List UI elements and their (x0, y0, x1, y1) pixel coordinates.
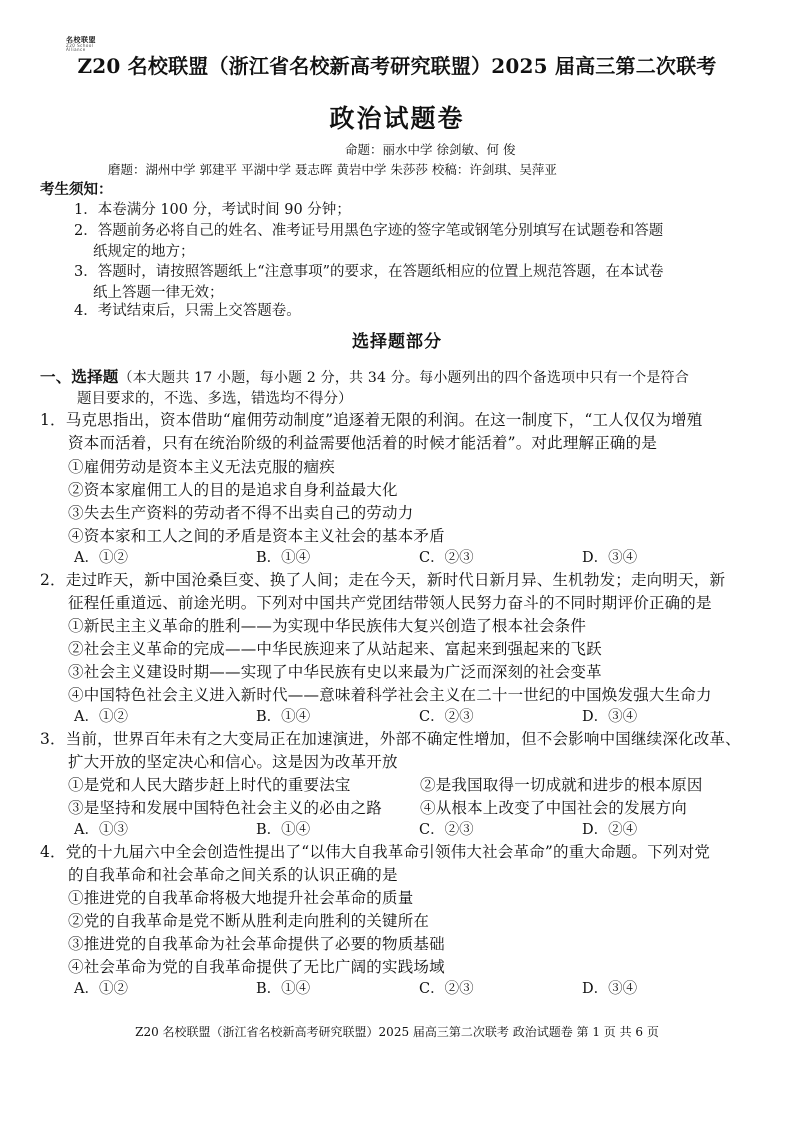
part-one-text: （本大题共 17 小题，每小题 2 分，共 34 分。每小题列出的四个备选项中只有一个是符合 (118, 370, 689, 386)
question-4-option-d[interactable]: D．③④ (582, 981, 638, 997)
question-1-statement: ④资本家和工人之间的矛盾是资本主义社会的基本矛盾 (68, 527, 445, 545)
instruction-item: 2．答题前务必将自己的姓名、准考证号用黑色字迹的签字笔或钢笔分别填写在试题卷和答题 (74, 223, 664, 239)
question-3-statement: ②是我国取得一切成就和进步的根本原因 (420, 776, 703, 794)
part-one-label: 一、选择题 (40, 367, 119, 386)
question-4-statement: ③推进党的自我革命为社会革命提供了必要的物质基础 (68, 935, 445, 953)
question-1-statement: ③失去生产资料的劳动者不得不出卖自己的劳动力 (68, 504, 414, 522)
question-2-stem: 2．走过昨天，新中国沧桑巨变、换了人间；走在今天，新时代日新月异、生机勃发；走向明天，新 (40, 571, 726, 589)
question-3-option-a[interactable]: A．①③ (74, 822, 128, 838)
part-one-intro (40, 365, 689, 387)
question-4-stem: 4．党的十九届六中全会创造性提出了“以伟大自我革命引领伟大社会革命”的重大命题。下列对党 (40, 843, 711, 861)
instruction-item: 纸上答题一律无效； (93, 285, 224, 301)
question-1-option-a[interactable]: A．①② (74, 550, 128, 566)
alliance-logo (66, 36, 114, 52)
page-footer: Z20 名校联盟（浙江省名校新高考研究联盟）2025 届高三第二次联考 政治试题卷 第 1 页 共 6 页 (135, 1025, 659, 1039)
logo-text: 名校联盟 (66, 36, 96, 44)
question-4-option-a[interactable]: A．①② (74, 981, 128, 997)
question-2-option-a[interactable]: A．①② (74, 709, 128, 725)
part-one-text-cont: 题目要求的，不选、多选，错选均不得分） (77, 391, 353, 407)
question-2-statement: ③社会主义建设时期——实现了中华民族有史以来最为广泛而深刻的社会变革 (68, 663, 602, 681)
authors-line-2: 磨题：湖州中学 郭建平 平湖中学 聂志晖 黄岩中学 朱莎莎 校稿：许剑琪、吴萍亚 (108, 162, 557, 177)
question-3-stem: 3．当前，世界百年未有之大变局正在加速演进，外部不确定性增加，但不会影响中国继续深化改革、 (40, 730, 741, 748)
instruction-item: 1．本卷满分 100 分，考试时间 90 分钟； (74, 202, 351, 218)
question-4-option-b[interactable]: B．①④ (256, 981, 311, 997)
question-2-statement: ①新民主主义革命的胜利——为实现中华民族伟大复兴创造了根本社会条件 (68, 617, 587, 635)
instruction-item: 3．答题时，请按照答题纸上“注意事项”的要求，在答题纸相应的位置上规范答题，在本试卷 (74, 264, 664, 280)
question-1-option-b[interactable]: B．①④ (256, 550, 311, 566)
exam-title: Z20 名校联盟（浙江省名校新高考研究联盟）2025 届高三第二次联考 (77, 54, 717, 78)
question-3-statement: ④从根本上改变了中国社会的发展方向 (420, 799, 687, 817)
instruction-item: 4．考试结束后，只需上交答题卷。 (74, 303, 301, 319)
question-2-statement: ②社会主义革命的完成——中华民族迎来了从站起来、富起来到强起来的飞跃 (68, 640, 602, 658)
instructions-heading: 考生须知： (40, 181, 113, 198)
question-3-option-c[interactable]: C．②③ (419, 822, 474, 838)
question-1-statement: ①雇佣劳动是资本主义无法克服的痼疾 (68, 458, 335, 476)
question-2-option-c[interactable]: C．②③ (419, 709, 474, 725)
question-4-statement: ②党的自我革命是党不断从胜利走向胜利的关键所在 (68, 912, 430, 930)
question-3-stem-cont: 扩大开放的坚定决心和信心。这是因为改革开放 (68, 753, 398, 771)
question-1-stem-cont: 资本而活着，只有在统治阶级的利益需要他活着的时候才能活着”。对此理解正确的是 (68, 434, 658, 452)
question-3-statement: ①是党和人民大踏步赶上时代的重要法宝 (68, 776, 351, 794)
question-4-stem-cont: 的自我革命和社会革命之间关系的认识正确的是 (68, 866, 398, 884)
question-3-option-b[interactable]: B．①④ (256, 822, 311, 838)
question-2-option-b[interactable]: B．①④ (256, 709, 311, 725)
question-1-option-d[interactable]: D．③④ (582, 550, 638, 566)
question-1-statement: ②资本家雇佣工人的目的是追求自身利益最大化 (68, 481, 398, 499)
section-title: 选择题部分 (352, 332, 442, 352)
question-4-statement: ④社会革命为党的自我革命提供了无比广阔的实践场域 (68, 958, 445, 976)
question-3-statement: ③是坚持和发展中国特色社会主义的必由之路 (68, 799, 383, 817)
question-4-option-c[interactable]: C．②③ (419, 981, 474, 997)
authors-line-1: 命题：丽水中学 徐剑敏、何 俊 (345, 142, 516, 157)
instruction-item: 纸规定的地方； (93, 244, 195, 260)
subject-title: 政治试题卷 (329, 104, 465, 133)
question-1-stem: 1．马克思指出，资本借助“雇佣劳动制度”追逐着无限的利润。在这一制度下，“工人仅仅为增殖 (40, 411, 703, 429)
logo-subtext: Z20 School Alliance (66, 43, 94, 52)
question-4-statement: ①推进党的自我革命将极大地提升社会革命的质量 (68, 889, 414, 907)
question-2-statement: ④中国特色社会主义进入新时代——意味着科学社会主义在二十一世纪的中国焕发强大生命力 (68, 686, 712, 704)
question-2-option-d[interactable]: D．③④ (582, 709, 638, 725)
question-1-option-c[interactable]: C．②③ (419, 550, 474, 566)
question-2-stem-cont: 征程任重道远、前途光明。下列对中国共产党团结带领人民努力奋斗的不同时期评价正确的是 (68, 594, 712, 612)
question-3-option-d[interactable]: D．②④ (582, 822, 638, 838)
